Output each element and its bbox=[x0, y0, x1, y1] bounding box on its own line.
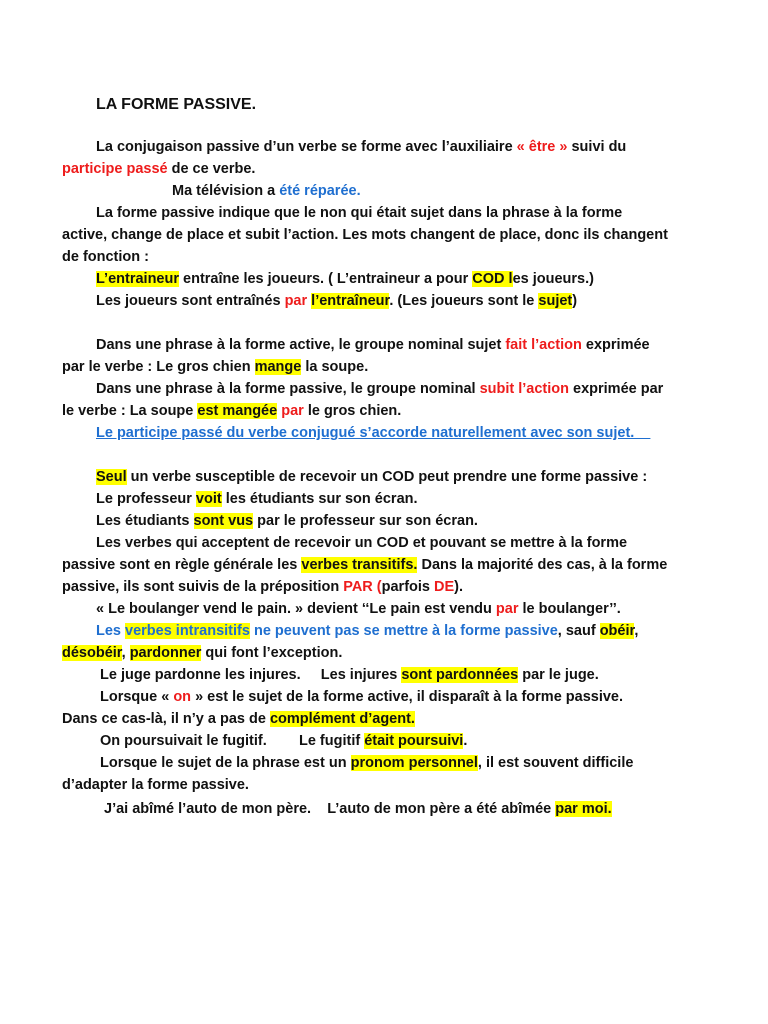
text-run: , bbox=[121, 645, 130, 661]
text-run: Lorsque le sujet de la phrase est un bbox=[100, 755, 351, 771]
text-line bbox=[62, 225, 668, 245]
text-run: subit l’action bbox=[479, 381, 569, 397]
text-run: passive, ils sont suivis de la préposition bbox=[62, 579, 344, 595]
text-line bbox=[100, 753, 633, 773]
text-line bbox=[96, 203, 622, 223]
text-line bbox=[96, 511, 478, 531]
text-line bbox=[96, 335, 650, 355]
text-run: par bbox=[495, 601, 519, 617]
text-run: active, change de place et subit l’action. Les mots changent de place, donc ils changent bbox=[62, 227, 668, 243]
text-run: par bbox=[281, 403, 304, 419]
text-run: La conjugaison passive d’un verbe se forme avec l’auxiliaire bbox=[96, 139, 517, 155]
text-line bbox=[100, 731, 467, 751]
text-run: par bbox=[284, 293, 308, 309]
text-run: Dans une phrase à la forme passive, le groupe nominal bbox=[96, 381, 480, 397]
text-run: le boulanger’’. bbox=[518, 601, 621, 617]
text-run: par le professeur sur son écran. bbox=[253, 513, 478, 529]
text-line bbox=[62, 775, 249, 795]
text-run: Les étudiants bbox=[96, 513, 194, 529]
text-run: pronom personnel bbox=[350, 755, 478, 771]
text-line bbox=[96, 137, 626, 157]
text-run: un verbe susceptible de recevoir un COD peut prendre une forme passive : bbox=[126, 469, 648, 485]
text-run: participe passé bbox=[62, 161, 168, 177]
text-run: suivi du bbox=[567, 139, 627, 155]
text-run: PAR ( bbox=[343, 579, 382, 595]
text-line bbox=[96, 269, 594, 289]
text-run: verbes intransitifs bbox=[125, 623, 250, 639]
text-run: voit bbox=[195, 491, 222, 507]
text-line bbox=[62, 401, 401, 421]
text-run: , il est souvent difficile bbox=[477, 755, 634, 771]
text-run: mange bbox=[254, 359, 302, 375]
text-run: Les verbes qui acceptent de recevoir un COD et pouvant se mettre à la forme bbox=[96, 535, 628, 551]
text-run: le gros chien. bbox=[303, 403, 402, 419]
text-run: le verbe : La soupe bbox=[62, 403, 198, 419]
text-line bbox=[96, 291, 577, 311]
text-run: , bbox=[634, 623, 639, 639]
text-run: pardonner bbox=[129, 645, 202, 661]
text-run: fait l’action bbox=[505, 337, 582, 353]
text-run: Lorsque « bbox=[100, 689, 174, 705]
text-line bbox=[172, 181, 361, 201]
text-run: ) bbox=[572, 293, 578, 309]
text-line bbox=[96, 467, 647, 487]
text-run: est mangée bbox=[197, 403, 278, 419]
text-line bbox=[62, 643, 342, 663]
text-run: On poursuivait le fugitif. Le fugitif bbox=[100, 733, 365, 749]
text-run: . (Les joueurs sont le bbox=[389, 293, 539, 309]
text-run: parfois bbox=[381, 579, 435, 595]
text-line bbox=[62, 159, 255, 179]
text-run: es joueurs.) bbox=[512, 271, 594, 287]
text-run: était poursuivi bbox=[364, 733, 464, 749]
text-run: Le professeur bbox=[96, 491, 196, 507]
text-run: par moi. bbox=[555, 801, 612, 817]
text-line bbox=[62, 709, 415, 729]
text-run: la soupe. bbox=[301, 359, 369, 375]
text-line bbox=[62, 577, 463, 597]
text-run: été réparée. bbox=[279, 183, 361, 199]
text-line bbox=[62, 247, 149, 267]
text-run: passive sont en règle générale les bbox=[62, 557, 302, 573]
text-run: ne peuvent pas se mettre à la forme passive bbox=[249, 623, 558, 639]
text-line bbox=[62, 357, 368, 377]
text-run: L’entraineur bbox=[96, 271, 179, 287]
text-run: entraîne les joueurs. ( L’entraineur a pour bbox=[179, 271, 473, 287]
text-run: complément d’agent. bbox=[269, 711, 415, 727]
text-run: les étudiants sur son écran. bbox=[221, 491, 418, 507]
text-run: sont pardonnées bbox=[401, 667, 519, 683]
text-line bbox=[62, 555, 667, 575]
text-run: exprimée bbox=[581, 337, 650, 353]
text-run: COD l bbox=[472, 271, 513, 287]
text-run: . bbox=[463, 733, 468, 749]
text-run: ). bbox=[454, 579, 464, 595]
text-run: « être » bbox=[516, 139, 568, 155]
text-run: verbes transitifs. bbox=[301, 557, 418, 573]
page-title: LA FORME PASSIVE. bbox=[96, 96, 257, 113]
text-run: de ce verbe. bbox=[167, 161, 256, 177]
text-run: sujet bbox=[538, 293, 573, 309]
text-run: par le verbe : Le gros chien bbox=[62, 359, 255, 375]
text-line bbox=[104, 799, 612, 819]
text-run: on bbox=[173, 689, 192, 705]
text-line bbox=[100, 687, 623, 707]
text-run: « Le boulanger vend le pain. » devient ‘‘Le pain est vendu bbox=[96, 601, 496, 617]
text-run: qui font l’exception. bbox=[201, 645, 343, 661]
text-run: Le participe passé du verbe conjugué s’accorde naturellement avec son sujet. bbox=[96, 425, 651, 441]
text-run: Ma télévision a bbox=[172, 183, 280, 199]
text-run: Le juge pardonne les injures. Les injures bbox=[100, 667, 402, 683]
text-run: désobéir bbox=[62, 645, 122, 661]
text-run: La forme passive indique que le non qui était sujet dans la phrase à la forme bbox=[96, 205, 623, 221]
text-run: Les joueurs sont entraînés bbox=[96, 293, 285, 309]
text-run: exprimée par bbox=[569, 381, 664, 397]
text-line bbox=[96, 621, 638, 641]
text-run: Dans ce cas-là, il n’y a pas de bbox=[62, 711, 270, 727]
text-run: Les bbox=[96, 623, 126, 639]
text-run: DE bbox=[434, 579, 455, 595]
text-line bbox=[96, 379, 663, 399]
text-run: l’entraîneur bbox=[311, 293, 390, 309]
text-run: Dans la majorité des cas, à la forme bbox=[417, 557, 668, 573]
text-run: d’adapter la forme passive. bbox=[62, 777, 249, 793]
text-run: obéir bbox=[599, 623, 635, 639]
text-line bbox=[96, 423, 650, 443]
text-run: sont vus bbox=[193, 513, 254, 529]
text-run: de fonction : bbox=[62, 249, 149, 265]
text-line bbox=[96, 533, 627, 553]
text-run: par le juge. bbox=[518, 667, 599, 683]
text-run: Dans une phrase à la forme active, le groupe nominal sujet bbox=[96, 337, 506, 353]
text-line bbox=[100, 665, 599, 685]
text-run: , sauf bbox=[557, 623, 600, 639]
text-run: Seul bbox=[96, 469, 127, 485]
text-run: » est le sujet de la forme active, il disparaît à la forme passive. bbox=[191, 689, 624, 705]
text-run: J’ai abîmé l’auto de mon père. L’auto de mon père a été abîmée bbox=[104, 801, 556, 817]
text-line bbox=[96, 599, 621, 619]
text-line bbox=[96, 489, 418, 509]
